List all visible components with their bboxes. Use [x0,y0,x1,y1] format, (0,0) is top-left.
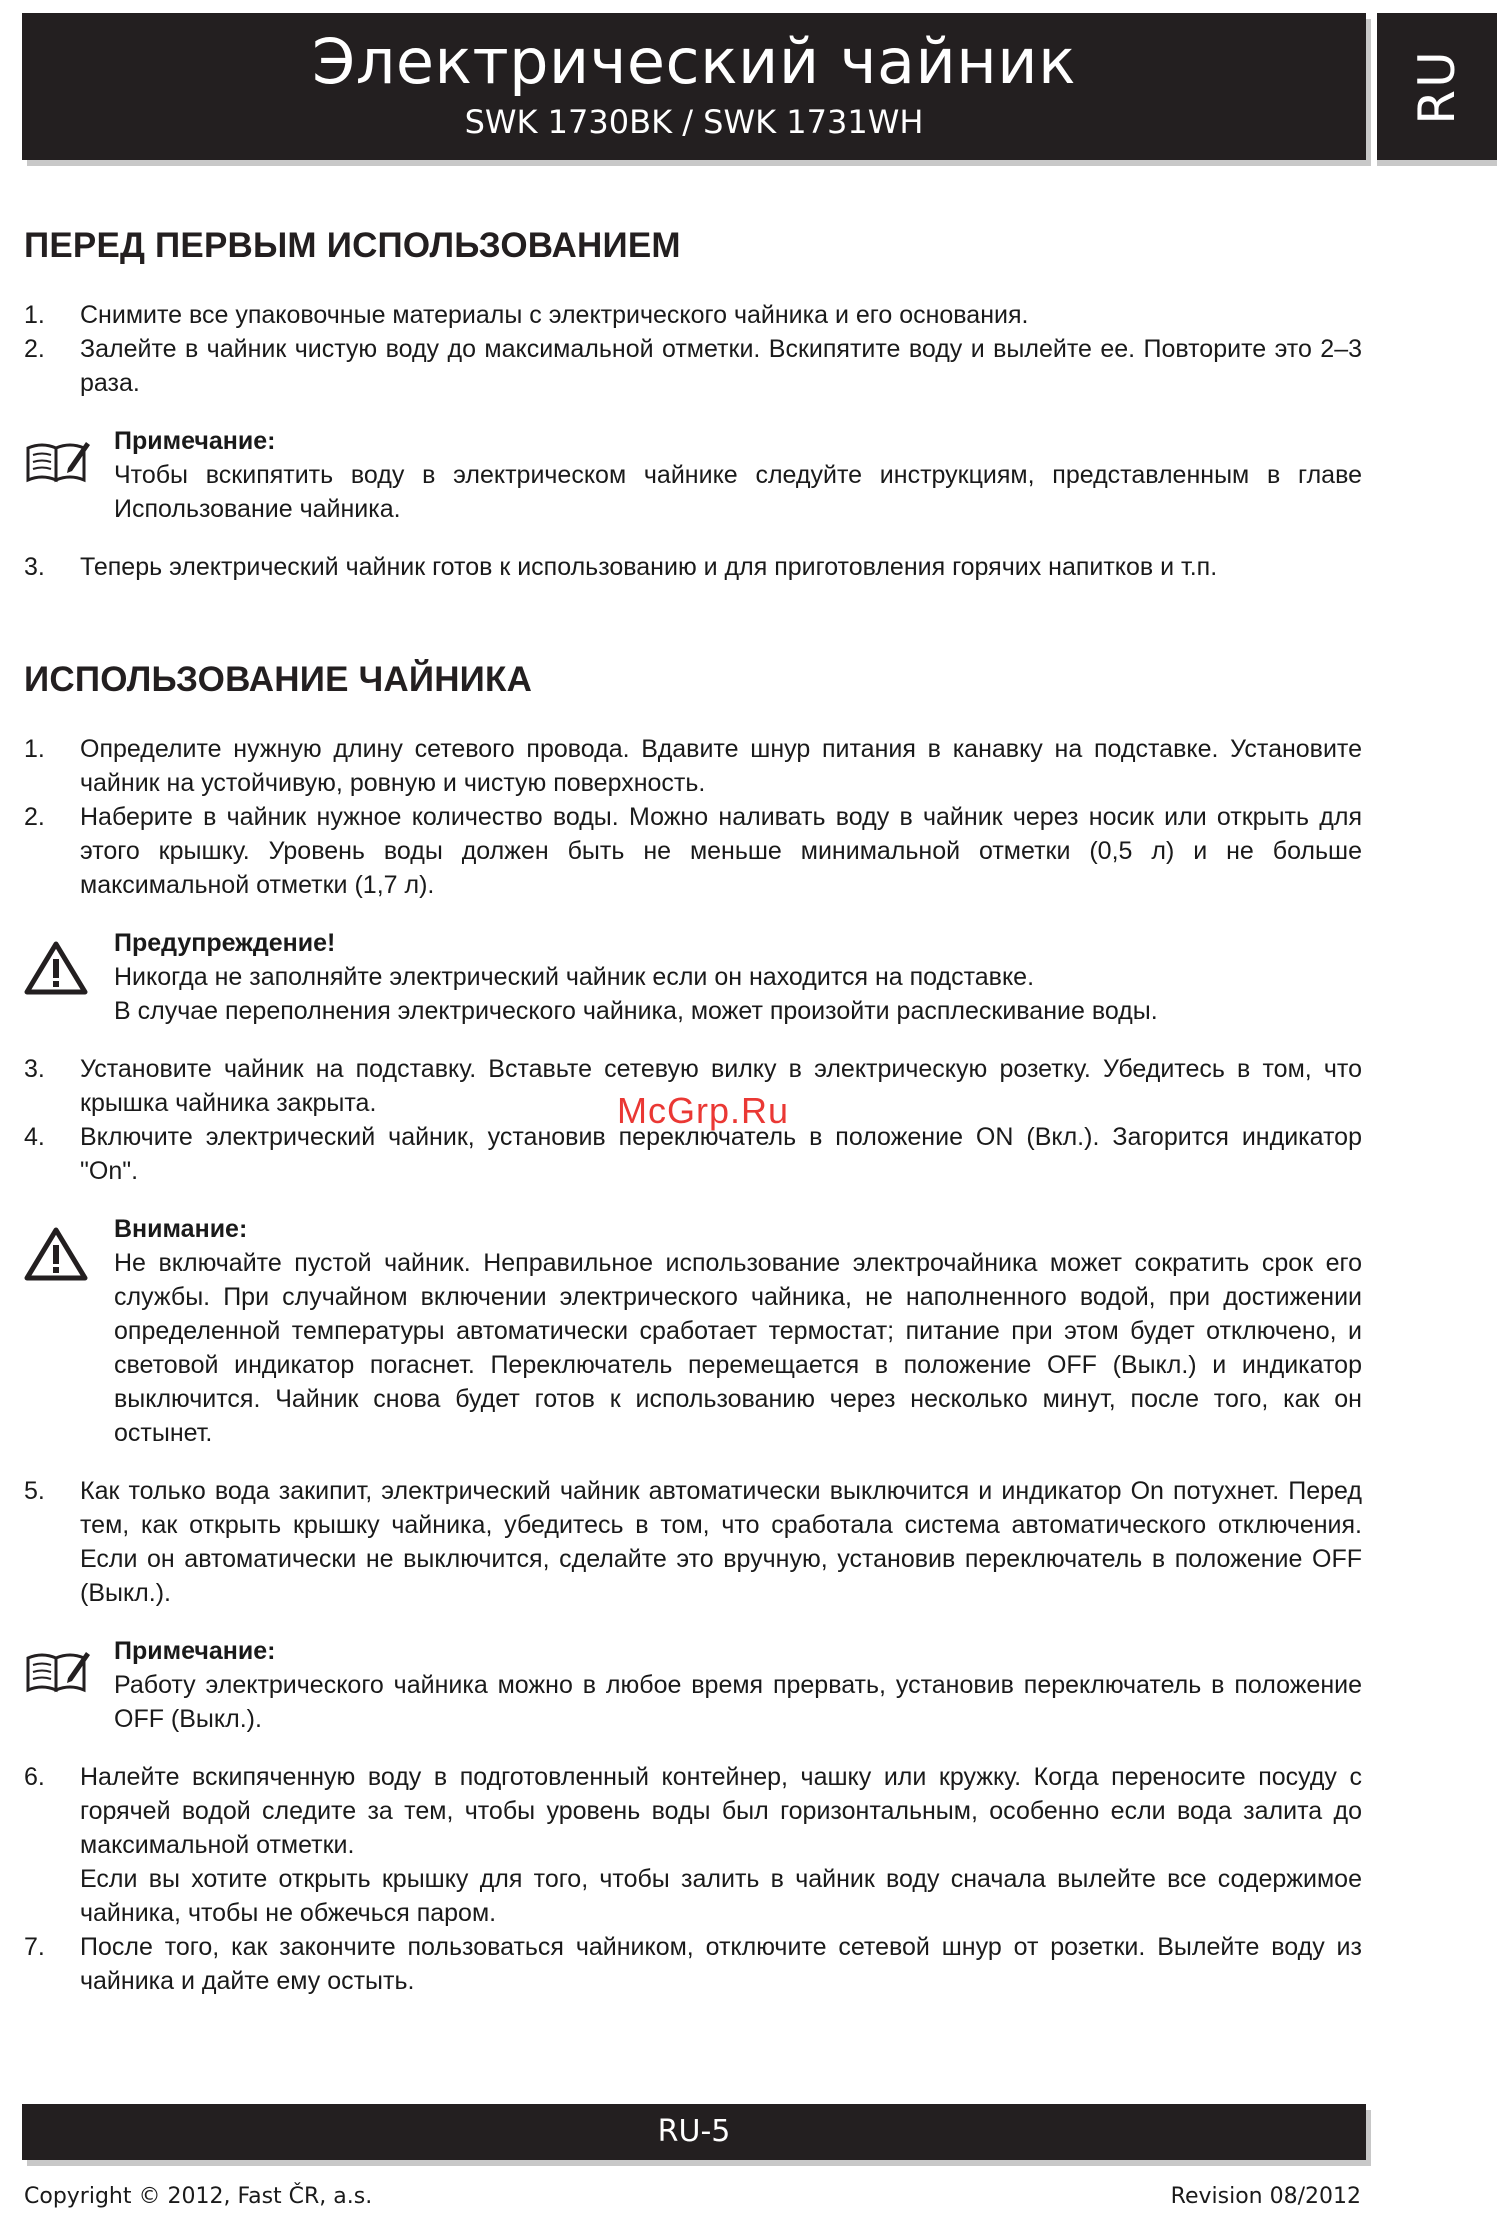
warning-text-2: В случае переполнения электрического чайника, может произойти расплескивание воды. [114,997,1158,1025]
note-text: Чтобы вскипятить воду в электрическом чайнике следуйте инструкциям, представленным в главе Использование чайника. [114,461,1362,523]
page-header [22,13,1366,160]
note-text: Работу электрического чайника можно в любое время прервать, установив переключатель в положение OFF (Выкл.). [114,1671,1362,1733]
list-item: 1. Снимите все упаковочные материалы с электрического чайника и его основания. [24,301,1029,329]
list-before-first-use [24,298,1362,400]
list-item: 5. Как только вода закипит, электрический чайник автоматически выключится и индикатор On потухнет. Перед тем, как открыть крышку чайника, убедитесь в том, что сработала система автоматического отключения. Если он автоматически не выключится, сделайте это вручную, установив переключатель в положение OFF (Выкл.). [24,1477,1362,1607]
book-icon [24,1634,114,1736]
list-item: 7. После того, как закончите пользоваться чайником, отключите сетевой шнур от розетки. Вылейте воду из чайника и дайте ему остыть. [24,1933,1362,1995]
list-item: 6. Налейте вскипяченную воду в подготовленный контейнер, чашку или кружку. Когда переносите посуду с горячей водой следите за тем, чтобы уровень воды был горизонтальным, особенно если вода залита до максимальной отметки. Если вы хотите открыть крышку для того, чтобы залить в чайник воду сначала вылейте все содержимое чайника, чтобы не обжечься паром. [24,1763,1362,1927]
model-number: SWK 1730BK / SWK 1731WH [464,103,924,141]
caution-block [24,1212,1362,1450]
revision: Revision 08/2012 [1170,2184,1361,2209]
caution-text: Не включайте пустой чайник. Неправильное использование электрочайника может сократить срок его службы. При случайном включении электрического чайника, не наполненного водой, при достижении определенной температуры автоматически сработает термостат; питание при этом будет отключено, и световой индикатор погаснет. Переключатель перемещается в положение OFF (Выкл.) и индикатор выключится. Чайник снова будет готов к использованию через несколько минут, после того, как он остынет. [114,1249,1362,1447]
warning-icon [24,1212,114,1450]
list-item: 2. Залейте в чайник чистую воду до максимальной отметки. Вскипятите воду и вылейте ее. Повторите это 2–3 раза. [24,335,1362,397]
note-title: Примечание: [114,427,276,455]
section-title-kettle-usage: ИСПОЛЬЗОВАНИЕ ЧАЙНИКА [24,660,533,699]
note-title: Примечание: [114,1637,276,1665]
book-icon [24,424,114,526]
list-item: 2. Наберите в чайник нужное количество воды. Можно наливать воду в чайник через носик или открыть для этого крышку. Уровень воды должен быть не меньше минимальной отметки (0,5 л) и не больше максимальной отметки (1,7 л). [24,803,1362,899]
warning-block [24,926,1362,1028]
list-item-text: Если вы хотите открыть крышку для того, чтобы залить в чайник воду сначала вылейте все содержимое чайника, чтобы не обжечься паром. [80,1865,1362,1927]
watermark: McGrp.Ru [617,1090,790,1131]
page-number-bar [22,2104,1366,2160]
warning-text-1: Никогда не заполняйте электрический чайник если он находится на подставке. [114,963,1035,991]
note-block [24,1634,1362,1736]
list-item-text: Налейте вскипяченную воду в подготовленный контейнер, чашку или кружку. Когда переносите посуду с горячей водой следите за тем, чтобы уровень воды был горизонтальным, особенно если вода залита до максимальной отметки. [80,1763,1362,1859]
document-title: Электрический чайник [311,25,1077,98]
list-item: 4. Включите электрический чайник, установив переключатель в положение ON (Вкл.). Загорится индикатор "On". [24,1123,1362,1185]
copyright: Copyright © 2012, Fast ČR, a.s. [24,2184,373,2209]
section-title-before-first-use: ПЕРЕД ПЕРВЫМ ИСПОЛЬЗОВАНИЕМ [24,226,681,265]
caution-title: Внимание: [114,1215,248,1243]
list-item: 3. Теперь электрический чайник готов к использованию и для приготовления горячих напитков и т.п. [24,553,1218,581]
language-label: RU [1408,48,1466,125]
list-item: 1. Определите нужную длину сетевого провода. Вдавите шнур питания в канавку на подставке. Установите чайник на устойчивую, ровную и чистую поверхность. [24,735,1362,797]
page-number: RU-5 [657,2114,731,2149]
warning-title: Предупреждение! [114,929,336,957]
warning-icon [24,926,114,1028]
language-tab [1377,13,1497,160]
list-item: 3. Установите чайник на подставку. Вставьте сетевую вилку в электрическую розетку. Убедитесь в том, что крышка чайника закрыта. [24,1055,1362,1117]
note-block [24,424,1362,526]
